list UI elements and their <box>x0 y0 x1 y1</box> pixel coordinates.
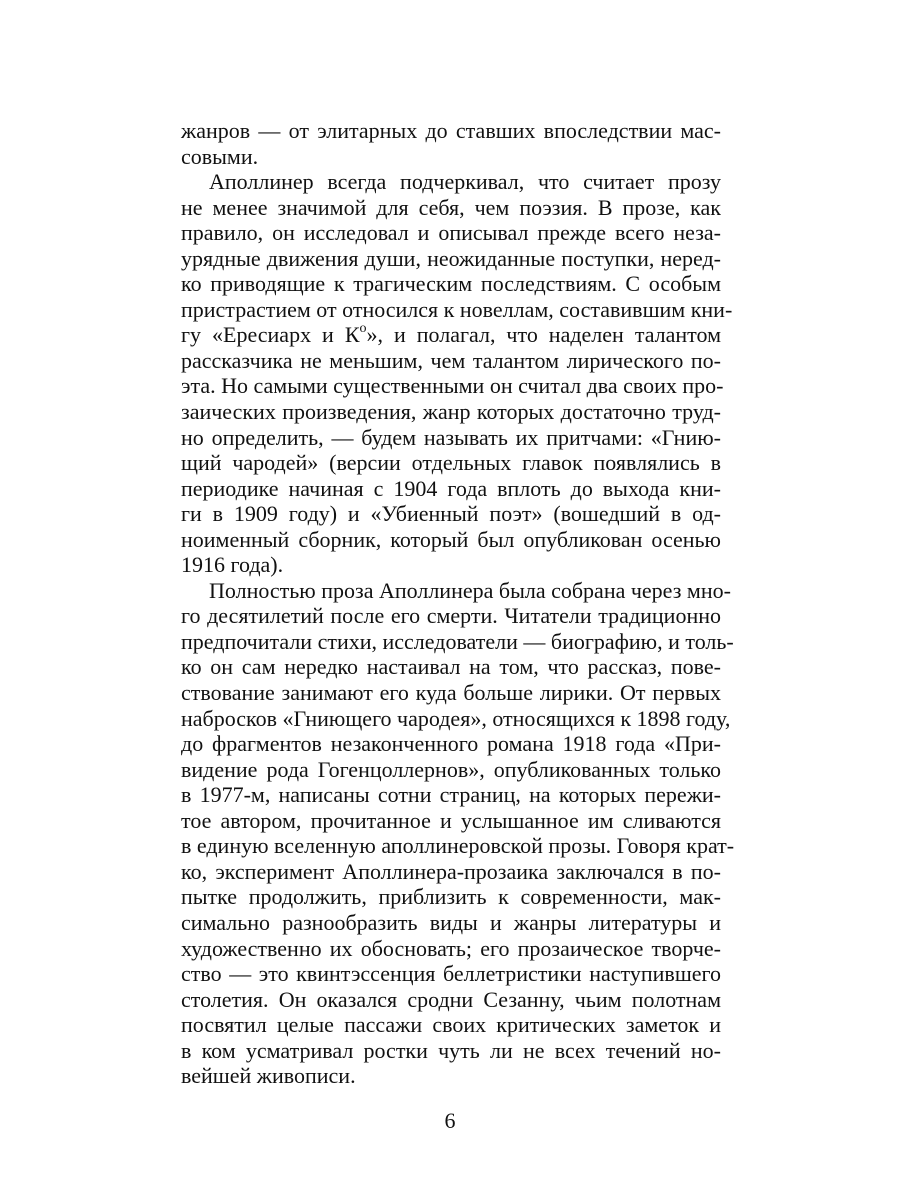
text-line: правило, он исследовал и описывал прежде всего неза- <box>181 220 721 246</box>
text-line: вейшей живописи. <box>181 1063 356 1089</box>
text-line: ко, эксперимент Аполлинера-прозаика заключался в по- <box>181 858 721 884</box>
text-line: тое автором, прочитанное и услышанное им сливаются <box>181 807 721 833</box>
text-line: художественно их обосновать; его прозаическое творче- <box>181 935 721 961</box>
text-line: Аполлинер всегда подчеркивал, что считает прозу <box>209 169 721 195</box>
text-line: периодике начиная с 1904 года вплоть до выхода кни- <box>181 475 721 501</box>
text-fragment: гу «Ересиарх и К <box>181 322 360 348</box>
text-line: столетия. Он оказался сродни Сезанну, чьим полотнам <box>181 986 721 1012</box>
text-line: в единую вселенную аполлинеровской прозы. Говоря крат- <box>181 833 735 859</box>
text-line: до фрагментов незаконченного романа 1918 года «При- <box>181 731 721 757</box>
text-line: но определить, — будем называть их притчами: «Гнию- <box>181 424 721 450</box>
text-fragment: », и полагал, что наделен талантом <box>366 322 721 348</box>
text-line: эта. Но самыми существенными он считал два своих про- <box>181 373 724 399</box>
page-number: 6 <box>444 1108 456 1133</box>
text-line: предпочитали стихи, исследователи — биографию, и толь- <box>181 628 734 654</box>
text-line: ко он сам нередко настаивал на том, что рассказ, пове- <box>181 654 721 680</box>
body-text <box>181 118 735 1089</box>
text-line: жанров — от элитарных до ставших впоследствии мас- <box>181 118 721 143</box>
text-line: ноименный сборник, который был опубликован осенью <box>181 526 721 552</box>
text-line: щий чародей» (версии отдельных главок появлялись в <box>181 450 721 476</box>
text-line: пристрастием от относился к новеллам, составившим кни- <box>181 296 733 322</box>
text-line: ко приводящие к трагическим последствиям. С особым <box>181 271 721 297</box>
text-line: посвятил целые пассажи своих критических заметок и <box>181 1012 721 1038</box>
text-line: Полностью проза Аполлинера была собрана через мно- <box>209 577 731 603</box>
text-line: в 1977-м, написаны сотни страниц, на которых пережи- <box>181 782 721 808</box>
superscript: o <box>359 321 367 337</box>
book-page <box>181 118 735 1118</box>
text-line: рассказчика не меньшим, чем талантом лирического по- <box>181 347 721 373</box>
text-line: набросков «Гниющего чародея», относящихся к 1898 году, <box>181 705 731 731</box>
text-line: совыми. <box>181 143 259 169</box>
text-line: урядные движения души, неожиданные поступки, неред- <box>181 245 721 271</box>
text-line: в ком усматривал ростки чуть ли не всех течений но- <box>181 1037 721 1063</box>
text-line: го десятилетий после его смерти. Читатели традиционно <box>181 603 721 629</box>
text-line: ство — это квинтэссенция беллетристики наступившего <box>181 961 721 987</box>
text-line: 1916 года). <box>181 552 284 578</box>
text-line: ги в 1909 году) и «Убиенный поэт» (вошедший в од- <box>181 501 721 527</box>
text-line: пытке продолжить, приблизить к современности, мак- <box>181 884 721 910</box>
text-line: не менее значимой для себя, чем поэзия. В прозе, как <box>181 194 721 220</box>
text-line: заических произведения, жанр которых достаточно труд- <box>181 399 721 425</box>
text-line: ствование занимают его куда больше лирики. От первых <box>181 680 721 706</box>
text-line: видение рода Гогенцоллернов», опубликованных только <box>181 756 721 782</box>
text-line-with-superscript <box>181 322 721 348</box>
text-line: симально разнообразить виды и жанры литературы и <box>181 909 721 935</box>
